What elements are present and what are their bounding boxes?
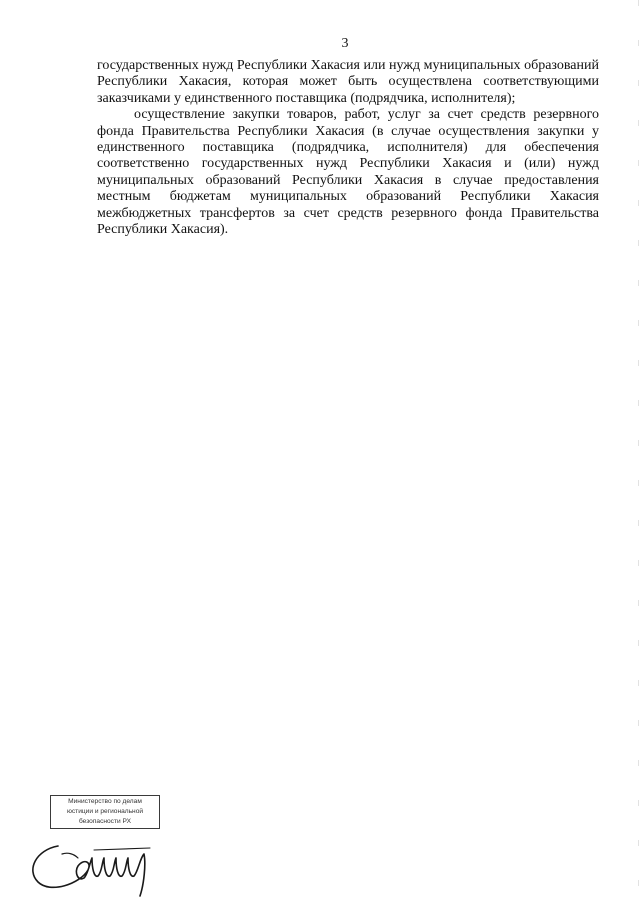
paragraph: осуществление закупки товаров, работ, услуг за счет средств резервного фонда Правительства Республики Хакасия (в случае осуществления закупки у единственного поставщика (подрядчика, исполнителя) для обеспечения соответственно государственных нужд Республики Хакасия и (или) нужд муниципальных образований Республики Хакасия в случае предоставления местным бюджетам муниципальных образований Республики Хакасия межбюджетных трансфертов за счет средств резервного фонда Правительства Республики Хакасия). xyxy=(97,107,599,238)
stamp-line: юстиции и региональной xyxy=(66,808,144,815)
page-number: 3 xyxy=(341,36,349,51)
scan-edge xyxy=(638,0,639,905)
stamp-line: безопасности РХ xyxy=(78,818,131,825)
paragraph: государственных нужд Республики Хакасия или нужд муниципальных образований Республики Хакасия, которая может быть осуществлена соответствующими заказчиками у единственного поставщика (подрядчика, исполнителя); xyxy=(97,58,599,106)
signature-icon xyxy=(22,832,162,902)
certification-stamp xyxy=(50,795,160,829)
stamp-line: Министерство по делам xyxy=(68,798,142,805)
document-body xyxy=(97,58,599,238)
